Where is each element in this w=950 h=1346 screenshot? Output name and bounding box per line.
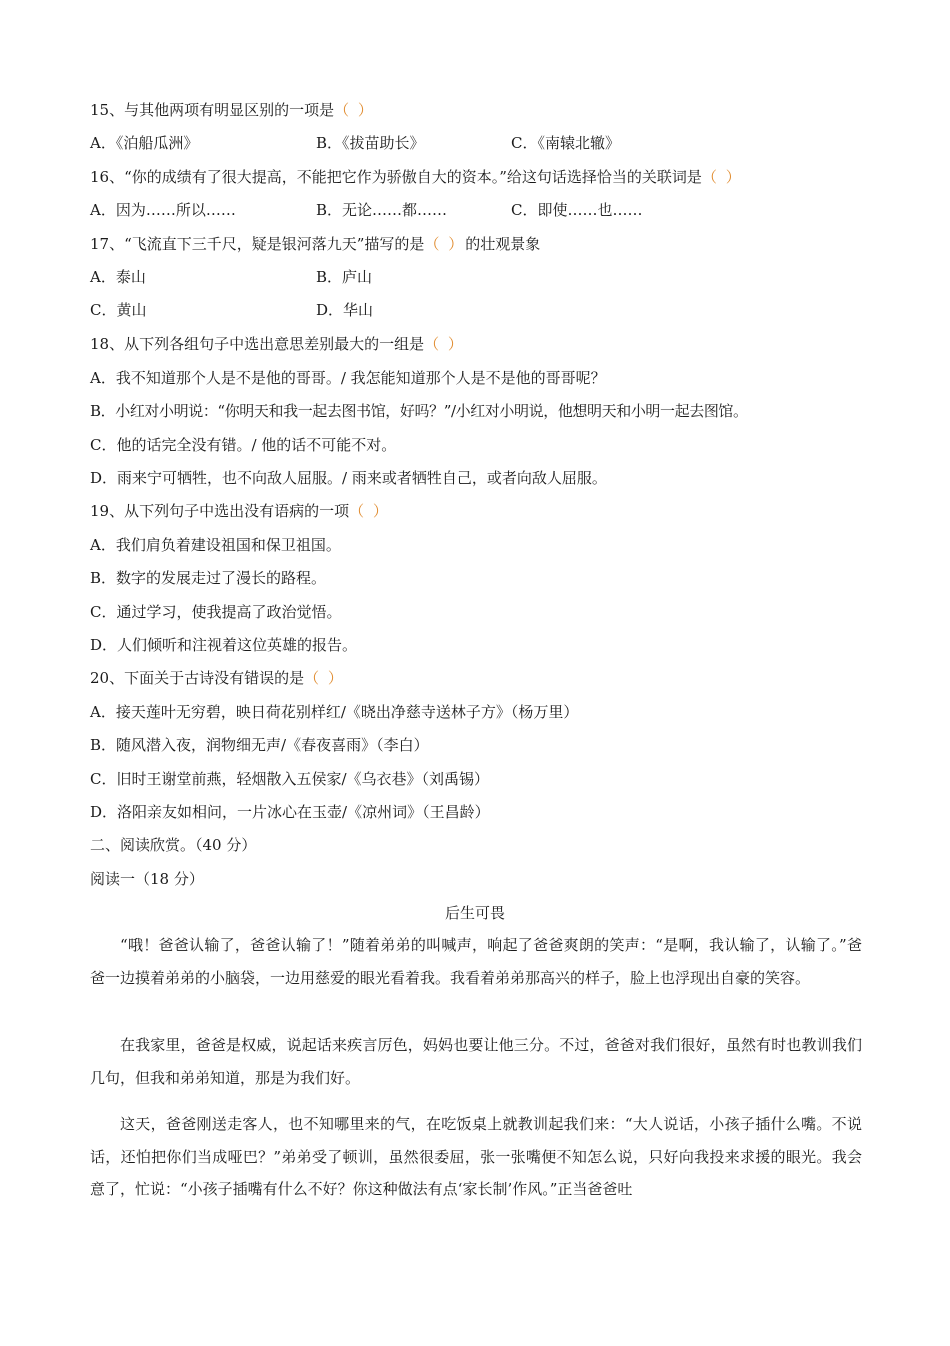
question-15	[90, 100, 860, 120]
question-17-stem: 17、“飞流直下三千尺，疑是银河落九天”描写的是	[90, 235, 425, 253]
question-19	[90, 501, 860, 521]
option-a: A．我们肩负着建设祖国和保卫祖国。	[90, 536, 341, 554]
answer-bracket: （ ）	[424, 335, 465, 353]
option-c: C．通过学习，使我提高了政治觉悟。	[90, 603, 342, 621]
option-c: C．黄山	[90, 301, 147, 319]
reading-1-label: 阅读一（18 分）	[90, 870, 204, 888]
question-16	[90, 167, 860, 187]
option-c: C．旧时王谢堂前燕，轻烟散入五侯家/《乌衣巷》（刘禹锡）	[90, 770, 490, 788]
answer-bracket: （ ）	[424, 235, 466, 253]
question-19-stem: 19、从下列句子中选出没有语病的一项	[90, 502, 350, 520]
option-d: D．华山	[316, 301, 374, 319]
question-20	[90, 668, 860, 688]
answer-bracket: （ ）	[349, 502, 390, 520]
option-b: B．无论……都……	[316, 201, 448, 219]
option-c: C．他的话完全没有错。/ 他的话不可能不对。	[90, 436, 397, 454]
passage-paragraph: 这天，爸爸刚送走客人，也不知哪里来的气，在吃饭桌上就教训起我们来：“大人说话，小孩子插什么嘴。不说话，还怕把你们当成哑巴？”弟弟受了顿训，虽然很委屈，张一张嘴便不知怎么说，只好向我投来求援的眼光。我会意了，忙说：“小孩子插嘴有什么不好？你这种做法有点‘家长制’作风。”正当爸爸吐	[90, 1115, 862, 1198]
option-c: C．即使……也……	[511, 201, 643, 219]
question-20-stem: 20、下面关于古诗没有错误的是	[90, 669, 305, 687]
passage-paragraph: 在我家里，爸爸是权威，说起话来疾言厉色，妈妈也要让他三分。不过，爸爸对我们很好，虽然有时也教训我们几句，但我和弟弟知道，那是为我们好。	[90, 1036, 862, 1087]
question-17-stem-tail: 的壮观景象	[465, 235, 541, 253]
option-a: A．因为……所以……	[90, 201, 236, 219]
question-18	[90, 334, 860, 354]
option-b: B．数字的发展走过了漫长的路程。	[90, 569, 327, 587]
question-16-stem: 16、“你的成绩有了很大提高，不能把它作为骄傲自大的资本。”给这句话选择恰当的关联词是	[90, 168, 702, 186]
section-heading: 二、阅读欣赏。（40 分）	[90, 836, 257, 854]
option-b: B．随风潜入夜，润物细无声/《春夜喜雨》（李白）	[90, 736, 429, 754]
option-b: B．小红对小明说：“你明天和我一起去图书馆，好吗？”/小红对小明说，他想明天和小明一起去图馆。	[90, 402, 748, 420]
answer-bracket: （ ）	[701, 168, 743, 186]
passage-title: 后生可畏	[444, 904, 505, 922]
option-a: A．泰山	[90, 268, 146, 286]
option-d: D．雨来宁可牺牲，也不向敌人屈服。/ 雨来或者牺牲自己，或者向敌人屈服。	[90, 469, 607, 487]
option-c: C．《南辕北辙》	[511, 134, 620, 152]
option-b: B．庐山	[316, 268, 373, 286]
question-17	[90, 234, 860, 254]
passage-paragraph: “哦！爸爸认输了，爸爸认输了！”随着弟弟的叫喊声，响起了爸爸爽朗的笑声：“是啊，我认输了，认输了。”爸爸一边摸着弟弟的小脑袋，一边用慈爱的眼光看着我。我看着弟弟那高兴的样子，脸上也浮现出自豪的笑容。	[90, 936, 862, 987]
option-b: B．《拔苗助长》	[316, 134, 425, 152]
question-18-stem: 18、从下列各组句子中选出意思差别最大的一组是	[90, 335, 425, 353]
option-a: A．我不知道那个人是不是他的哥哥。/ 我怎能知道那个人是不是他的哥哥呢？	[90, 369, 606, 387]
option-d: D．洛阳亲友如相问，一片冰心在玉壶/《凉州词》（王昌龄）	[90, 803, 490, 821]
answer-bracket: （ ）	[334, 101, 375, 119]
option-a: A．接天莲叶无穷碧，映日荷花别样红/《晓出净慈寺送林子方》（杨万里）	[90, 703, 579, 721]
answer-bracket: （ ）	[304, 669, 345, 687]
option-a: A．《泊船瓜洲》	[90, 134, 199, 152]
option-d: D．人们倾听和注视着这位英雄的报告。	[90, 636, 358, 654]
question-15-stem: 15、与其他两项有明显区别的一项是	[90, 101, 335, 119]
